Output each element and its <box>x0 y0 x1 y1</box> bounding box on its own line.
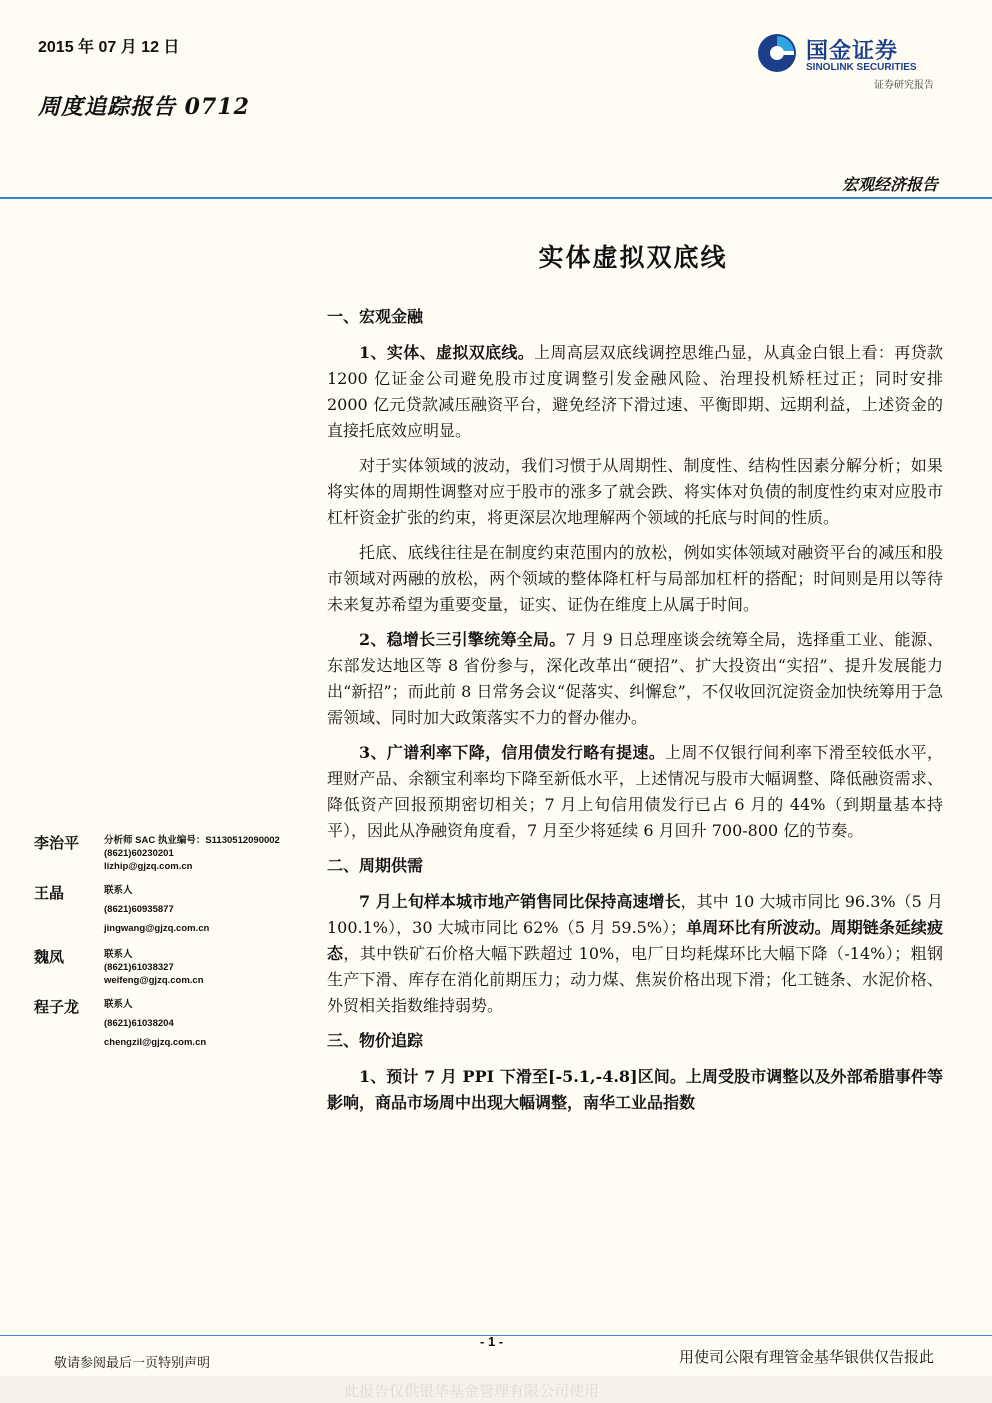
section-heading-price-tracking: 三、物价追踪 <box>327 1031 424 1050</box>
logo-subtitle: 证券研究报告 <box>874 80 934 91</box>
paragraph <box>327 889 943 1019</box>
paragraph-lead: 单周环比有所波动。周期链条延续疲态 <box>327 918 943 963</box>
paragraph <box>327 740 943 844</box>
sinolink-logo-icon <box>756 32 798 74</box>
paragraph-text: ，其中 10 大城市同比 96.3%（5 月 100.1%），30 大城市同比 62%（5 月 59.5%）； <box>327 892 943 937</box>
disclaimer-note: 敬请参阅最后一页特别声明 <box>54 1356 211 1371</box>
analyst-phone: (8621)60935877 <box>104 904 174 915</box>
analyst-role: 联系人 <box>104 885 133 896</box>
page-number: - 1 - <box>480 1334 504 1349</box>
paragraph-lead: 3、广谱利率下降，信用债发行略有提速。 <box>359 743 666 762</box>
analyst-list <box>34 832 314 1046</box>
analyst-role: 联系人 <box>104 949 133 960</box>
paragraph <box>327 627 943 731</box>
logo-chinese-name: 国金证券 <box>806 39 899 64</box>
analyst-name: 王晶 <box>34 884 65 902</box>
analyst-name: 魏凤 <box>34 948 65 966</box>
watermark-band <box>0 1376 992 1403</box>
analyst-phone: (8621)61038204 <box>104 1018 174 1029</box>
main-content <box>327 304 943 1125</box>
analyst-contact <box>104 834 280 873</box>
analyst-contact <box>104 998 206 1049</box>
analyst-contact <box>104 948 204 987</box>
report-category: 宏观经济报告 <box>841 175 938 194</box>
report-series-title: 周度追踪报告 0712 <box>38 94 250 120</box>
report-date: 2015 年 07 月 12 日 <box>38 39 180 56</box>
paragraph-text: 上周不仅银行间利率下滑至较低水平，理财产品、余额宝利率均下降至新低水平，上述情况与股市大幅调整、降低融资需求、降低资产回报预期密切相关；7 月上旬信用债发行已占 6 月的 44%（到期量基本持平），因此从净融资角度看，7 月至少将延续 6 月回升 700-800 亿的节奏。 <box>327 743 943 840</box>
analyst-email: lizhip@gjzq.com.cn <box>104 861 193 872</box>
paragraph-text: ，其中铁矿石价格大幅下跌超过 10%，电厂日均耗煤环比大幅下降（-14%）；粗钢生产下滑、库存在消化前期压力；动力煤、焦炭价格出现下滑；化工链条、水泥价格、外贸相关指数维持弱势。 <box>327 944 943 1015</box>
analyst-email: jingwang@gjzq.com.cn <box>104 923 210 934</box>
analyst-name: 李治平 <box>34 834 80 852</box>
analyst-entry <box>34 996 314 1046</box>
section-heading-cycle-supply-demand: 二、周期供需 <box>327 856 424 875</box>
analyst-name: 程子龙 <box>34 998 80 1016</box>
paragraph-text: 上周高层双底线调控思维凸显，从真金白银上看：再贷款 1200 亿证金公司避免股市过度调整引发金融风险、治理投机矫枉过正；同时安排 2000 亿元贷款减压融资平台，避免经济下滑过速、平衡即期、远期利益，上述资金的直接托底效应明显。 <box>327 343 943 440</box>
analyst-entry <box>34 832 314 882</box>
paragraph-lead: 2、稳增长三引擎统筹全局。 <box>359 630 566 649</box>
paragraph-lead: 1、预计 7 月 PPI 下滑至[-5.1,-4.8]区间。上周受股市调整以及外部希腊事件等影响，商品市场周中出现大幅调整，南华工业品指数 <box>327 1067 943 1112</box>
analyst-contact <box>104 884 209 935</box>
section-heading-macro-finance: 一、宏观金融 <box>327 307 424 326</box>
analyst-role: 联系人 <box>104 999 133 1010</box>
analyst-email: chengzil@gjzq.com.cn <box>104 1037 207 1048</box>
usage-notice: 用使司公限有理管金基华银供仅告报此 <box>678 1348 934 1366</box>
analyst-entry <box>34 882 314 932</box>
company-logo <box>756 30 956 92</box>
paragraph: 托底、底线往往是在制度约束范围内的放松，例如实体领域对融资平台的减压和股市领域对两融的放松，两个领域的整体降杠杆与局部加杠杆的搭配；时间则是用以等待未来复苏希望为重要变量，证实、证伪在维度上从属于时间。 <box>327 543 943 614</box>
header-divider <box>0 197 992 199</box>
watermark-text: 此报告仅供银华基金管理有限公司使用 <box>344 1382 600 1400</box>
analyst-role: 分析师 SAC 执业编号：S1130512090002 <box>104 835 280 846</box>
analyst-phone: (8621)60230201 <box>104 848 174 859</box>
paragraph-lead: 1、实体、虚拟双底线。 <box>359 343 535 362</box>
analyst-email: weifeng@gjzq.com.cn <box>104 975 204 986</box>
paragraph-text: 7 月 9 日总理座谈会统筹全局，选择重工业、能源、东部发达地区等 8 省份参与，深化改革出“硬招”、扩大投资出“实招”、提升发展能力出“新招”；而此前 8 日常务会议“促落实、纠懈怠”，不仅收回沉淀资金加快统筹用于急需领域、同时加大政策落实不力的督办催办。 <box>327 630 943 727</box>
paragraph <box>327 340 943 444</box>
paragraph-lead: 7 月上旬样本城市地产销售同比保持高速增长 <box>359 892 681 911</box>
analyst-phone: (8621)61038327 <box>104 962 174 973</box>
analyst-entry <box>34 946 314 996</box>
paragraph: 对于实体领域的波动，我们习惯于从周期性、制度性、结构性因素分解分析；如果将实体的周期性调整对应于股市的涨多了就会跌、将实体对负债的制度性约束对应股市杠杆资金扩张的约束，将更深层次地理解两个领域的托底与时间的性质。 <box>327 456 943 527</box>
logo-english-name: SINOLINK SECURITIES <box>806 62 917 73</box>
paragraph <box>327 1064 943 1116</box>
document-title: 实体虚拟双底线 <box>538 243 728 272</box>
